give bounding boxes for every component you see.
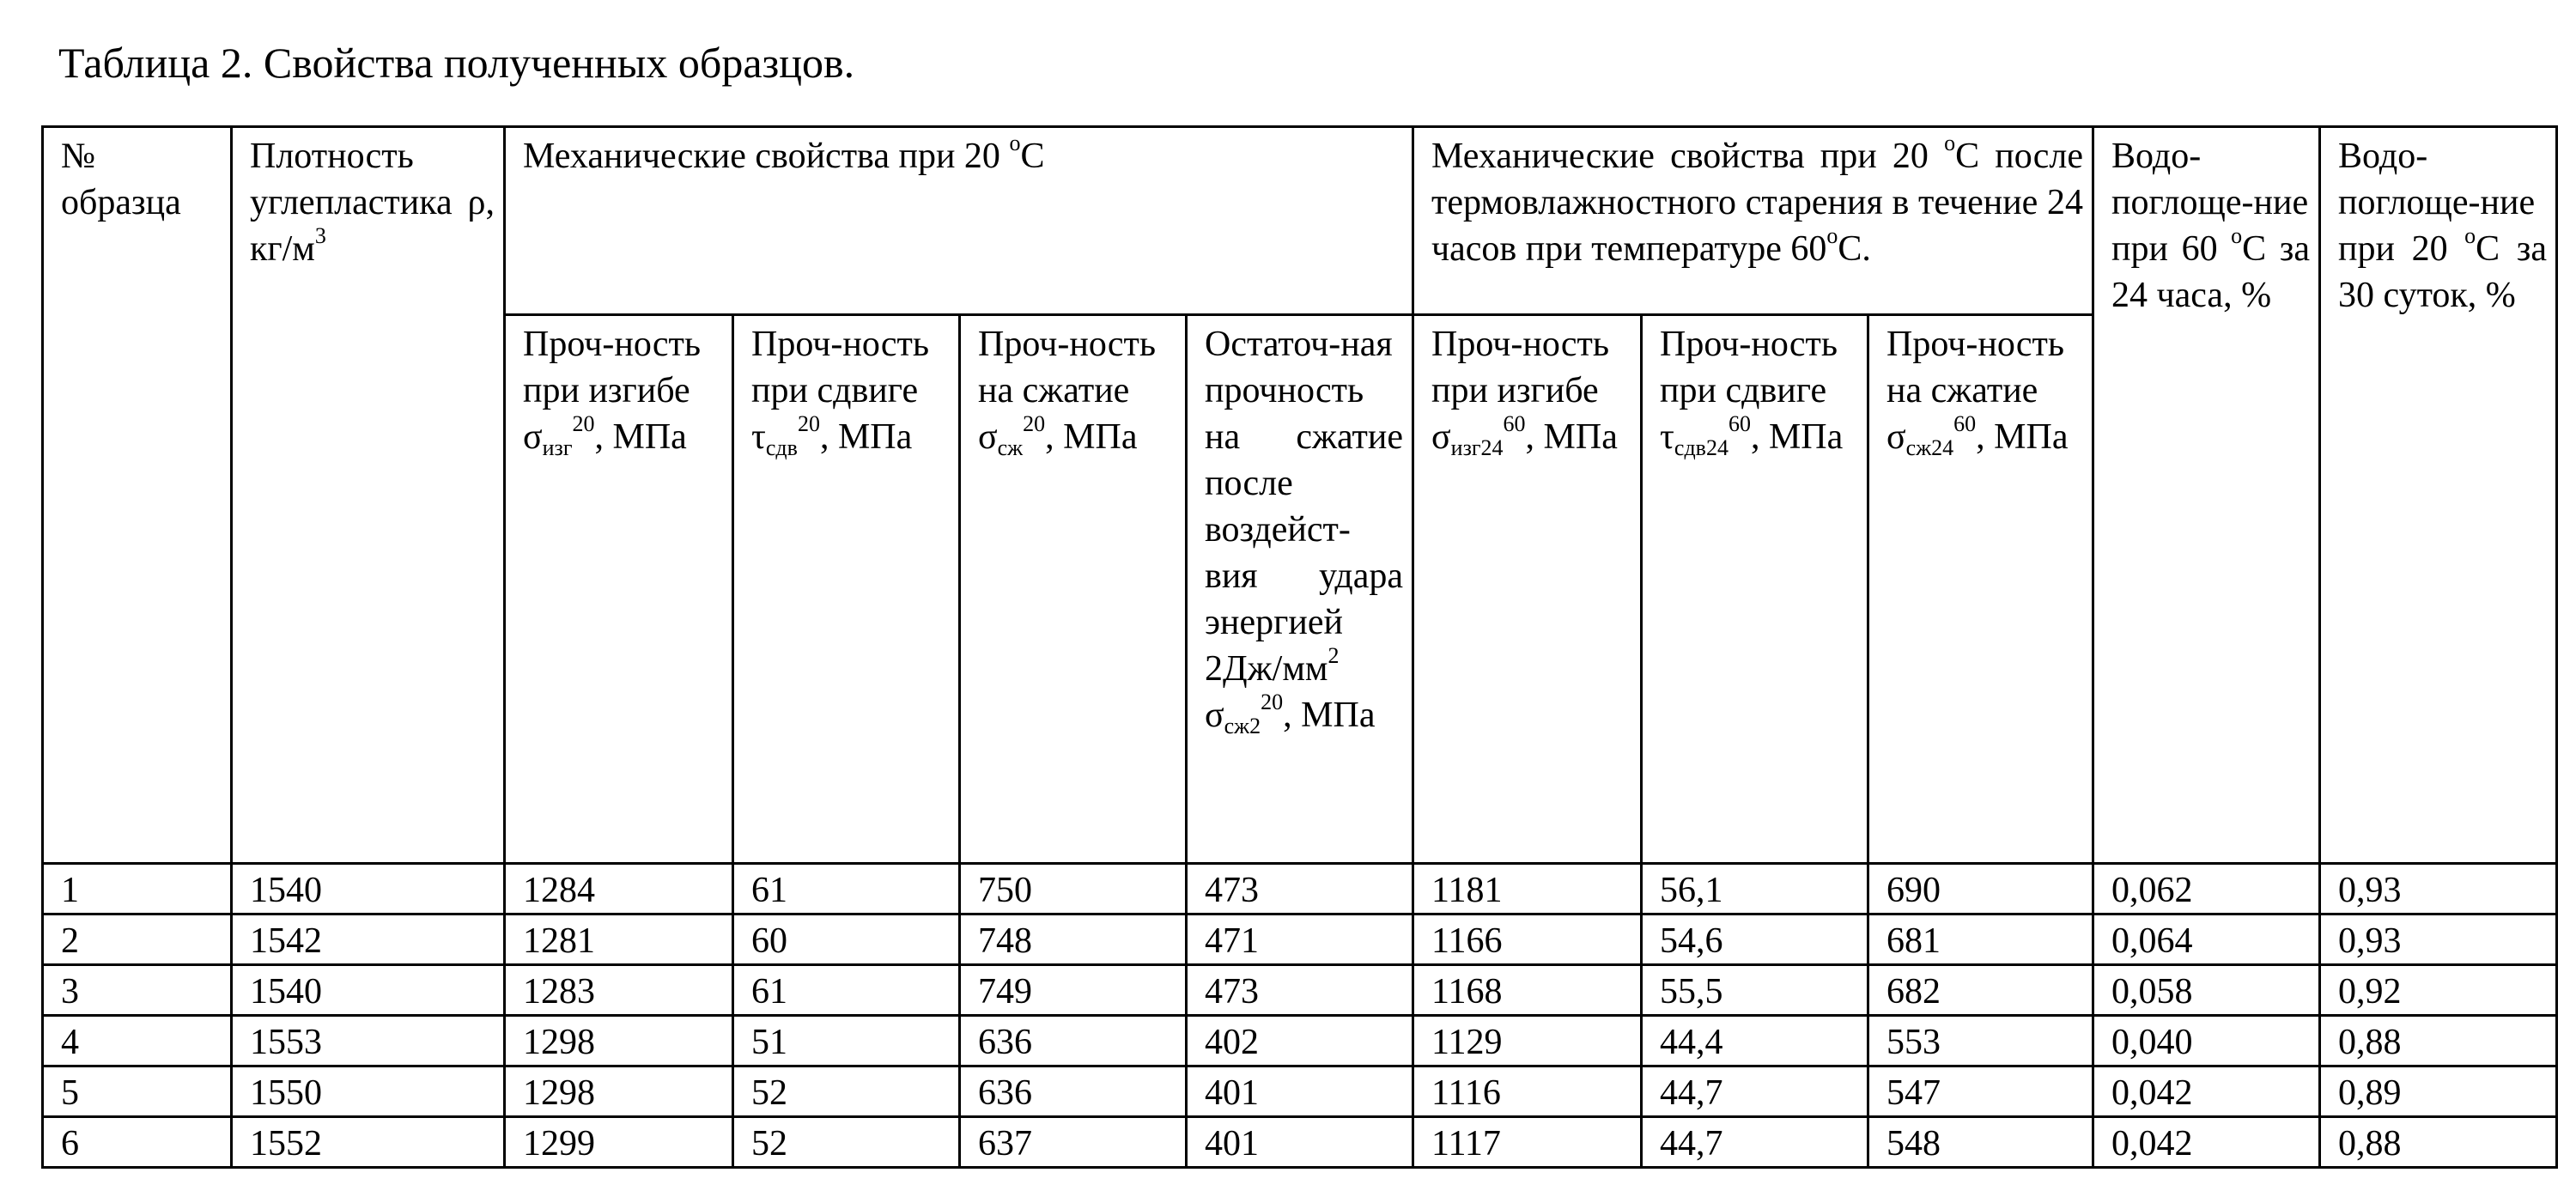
table-cell: 750 (960, 864, 1187, 914)
table-cell: 636 (960, 1066, 1187, 1117)
header-comp-24: Проч-ность на сжатие $\sigma_{сж24}^{60}$, МПа (1868, 315, 2093, 864)
table-cell: 4 (43, 1016, 232, 1066)
table-cell: 1281 (505, 914, 733, 965)
table-cell: 636 (960, 1016, 1187, 1066)
table-cell: 51 (733, 1016, 960, 1066)
table-cell: 5 (43, 1066, 232, 1117)
table-cell: 473 (1187, 864, 1413, 914)
header-bend-20: Проч-ность при изгибе $\sigma_{изг}^{20}$, МПа (505, 315, 733, 864)
table-cell: 1298 (505, 1066, 733, 1117)
table-cell: 0,042 (2093, 1117, 2320, 1168)
table-cell: 1166 (1413, 914, 1642, 965)
table-cell: 401 (1187, 1066, 1413, 1117)
table-cell: 1181 (1413, 864, 1642, 914)
table-cell: 1540 (232, 864, 505, 914)
header-shear-20: Проч-ность при сдвиге $\tau_{сдв}^{20}$, МПа (733, 315, 960, 864)
table-cell: 1117 (1413, 1117, 1642, 1168)
header-sample-no: № образца (43, 127, 232, 864)
table-row (43, 864, 2557, 914)
table-row (43, 1066, 2557, 1117)
table-row (43, 965, 2557, 1016)
table-cell: 402 (1187, 1016, 1413, 1066)
table-cell: 0,040 (2093, 1016, 2320, 1066)
table-cell: 0,058 (2093, 965, 2320, 1016)
table-cell: 44,4 (1642, 1016, 1868, 1066)
table-cell: 1550 (232, 1066, 505, 1117)
table-cell: 56,1 (1642, 864, 1868, 914)
table-cell: 401 (1187, 1117, 1413, 1168)
table-cell: 681 (1868, 914, 2093, 965)
table-cell: 54,6 (1642, 914, 1868, 965)
header-residual-comp: Остаточ-ная прочность на сжатие после воздейст-вия удара энергией $2Дж/мм^2$ $\sigma_{сж2}^{20}$, МПа (1187, 315, 1413, 864)
table-cell: 682 (1868, 965, 2093, 1016)
table-row (43, 914, 2557, 965)
header-shear-24: Проч-ность при сдвиге $\tau_{сдв24}^{60}$, МПа (1642, 315, 1868, 864)
properties-table (41, 125, 2558, 1169)
table-row (43, 1117, 2557, 1168)
table-cell: 2 (43, 914, 232, 965)
table-cell: 6 (43, 1117, 232, 1168)
table-cell: 1283 (505, 965, 733, 1016)
table-cell: 0,88 (2320, 1117, 2557, 1168)
table-cell: 0,062 (2093, 864, 2320, 914)
table-cell: 0,064 (2093, 914, 2320, 965)
table-cell: 553 (1868, 1016, 2093, 1066)
header-bend-24: Проч-ность при изгибе $\sigma_{изг24}^{60}$, МПа (1413, 315, 1642, 864)
table-cell: 749 (960, 965, 1187, 1016)
table-cell: 61 (733, 864, 960, 914)
table-cell: 1540 (232, 965, 505, 1016)
table-cell: 60 (733, 914, 960, 965)
table-cell: 55,5 (1642, 965, 1868, 1016)
table-cell: 1168 (1413, 965, 1642, 1016)
table-cell: 548 (1868, 1117, 2093, 1168)
table-cell: 0,93 (2320, 864, 2557, 914)
table-row (43, 1016, 2557, 1066)
table-cell: 52 (733, 1066, 960, 1117)
header-comp-20: Проч-ность на сжатие $\sigma_{сж}^{20}$, МПа (960, 315, 1187, 864)
header-water-20: Водо-поглоще-ние при 20 $^o$С за 30 суток, % (2320, 127, 2557, 864)
table-cell: 0,93 (2320, 914, 2557, 965)
table-cell: 1116 (1413, 1066, 1642, 1117)
table-cell: 44,7 (1642, 1117, 1868, 1168)
table-cell: 0,92 (2320, 965, 2557, 1016)
table-cell: 1 (43, 864, 232, 914)
table-cell: 1129 (1413, 1016, 1642, 1066)
table-cell: 748 (960, 914, 1187, 965)
table-cell: 1542 (232, 914, 505, 965)
header-water-60: Водо-поглоще-ние при 60 $^o$С за 24 часа, % (2093, 127, 2320, 864)
table-cell: 61 (733, 965, 960, 1016)
table-cell: 1284 (505, 864, 733, 914)
table-cell: 52 (733, 1117, 960, 1168)
table-caption: Таблица 2. Свойства полученных образцов. (58, 39, 855, 87)
table-body (43, 864, 2557, 1168)
table-cell: 473 (1187, 965, 1413, 1016)
header-mech-20: Механические свойства при 20 $^o$C (505, 127, 1413, 315)
table-cell: 637 (960, 1117, 1187, 1168)
table-cell: 547 (1868, 1066, 2093, 1117)
header-row-top (43, 127, 2557, 315)
table-cell: 1298 (505, 1016, 733, 1066)
table-cell: 1299 (505, 1117, 733, 1168)
table-cell: 1553 (232, 1016, 505, 1066)
table-cell: 3 (43, 965, 232, 1016)
table-cell: 0,042 (2093, 1066, 2320, 1117)
table-cell: 44,7 (1642, 1066, 1868, 1117)
table-cell: 0,88 (2320, 1016, 2557, 1066)
table-cell: 0,89 (2320, 1066, 2557, 1117)
table-cell: 1552 (232, 1117, 505, 1168)
table-cell: 690 (1868, 864, 2093, 914)
header-mech-aged: Механические свойства при 20 $^o$С после термовлажностного старения в течение 24 часов при температуре 60$^o$С. (1413, 127, 2093, 315)
table-cell: 471 (1187, 914, 1413, 965)
header-density: Плотность углепластика ρ, $кг/м^3$ (232, 127, 505, 864)
